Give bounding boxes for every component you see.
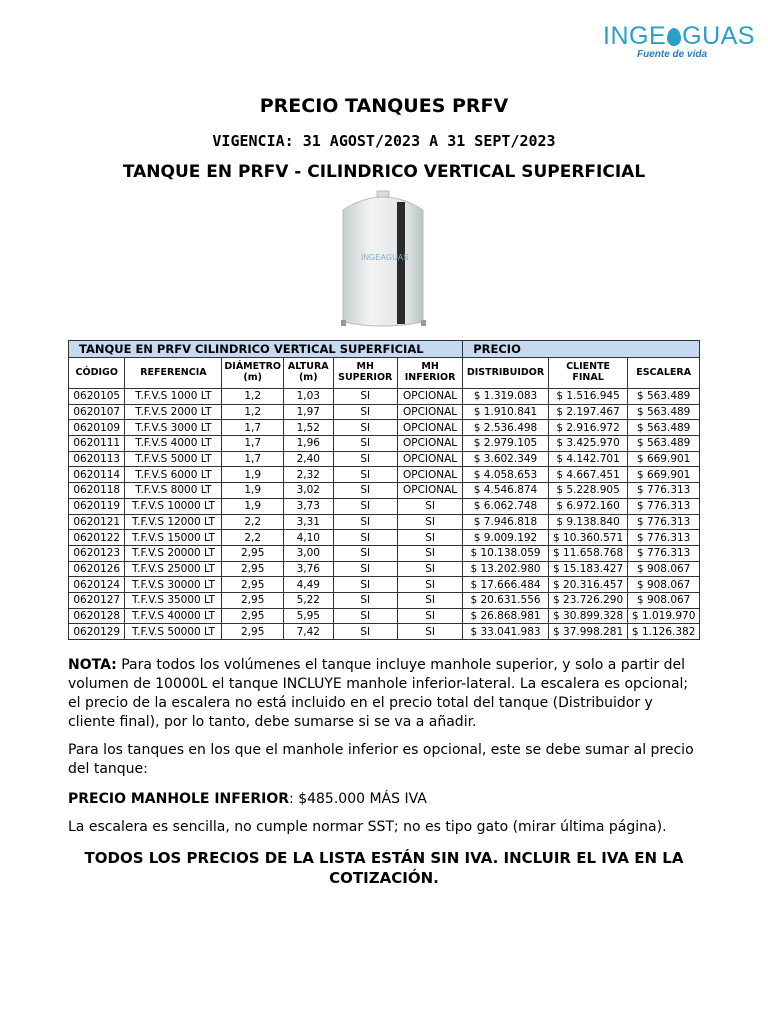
cell-diametro: 2,95 xyxy=(222,577,284,593)
cell-mh-inferior: SI xyxy=(397,592,462,608)
cell-altura: 5,95 xyxy=(284,608,334,624)
cell-mh-inferior: OPCIONAL xyxy=(397,436,462,452)
manhole-price-value: : $485.000 MÁS IVA xyxy=(289,791,427,807)
cell-referencia: T.F.V.S 1000 LT xyxy=(125,389,222,405)
cell-distribuidor: $ 33.041.983 xyxy=(463,624,549,640)
cell-altura: 2,40 xyxy=(284,451,334,467)
cell-diametro: 1,2 xyxy=(222,404,284,420)
cell-escalera: $ 776.313 xyxy=(628,483,700,499)
col-altura: ALTURA (m) xyxy=(284,358,334,389)
cell-distribuidor: $ 13.202.980 xyxy=(463,561,549,577)
cell-mh-inferior: SI xyxy=(397,514,462,530)
cell-mh-inferior: SI xyxy=(397,577,462,593)
cell-diametro: 1,7 xyxy=(222,420,284,436)
cell-codigo: 0620128 xyxy=(69,608,125,624)
cell-cliente-final: $ 23.726.290 xyxy=(548,592,627,608)
cell-diametro: 1,7 xyxy=(222,436,284,452)
cell-cliente-final: $ 2.197.467 xyxy=(548,404,627,420)
cell-codigo: 0620105 xyxy=(69,389,125,405)
cell-referencia: T.F.V.S 12000 LT xyxy=(125,514,222,530)
table-row xyxy=(69,514,700,530)
cell-mh-superior: SI xyxy=(333,545,397,561)
cell-diametro: 1,9 xyxy=(222,483,284,499)
cell-mh-superior: SI xyxy=(333,561,397,577)
cell-cliente-final: $ 5.228.905 xyxy=(548,483,627,499)
cell-mh-inferior: SI xyxy=(397,498,462,514)
cell-escalera: $ 563.489 xyxy=(628,389,700,405)
cell-escalera: $ 563.489 xyxy=(628,404,700,420)
cell-distribuidor: $ 1.910.841 xyxy=(463,404,549,420)
cell-mh-superior: SI xyxy=(333,608,397,624)
cell-altura: 1,96 xyxy=(284,436,334,452)
cell-escalera: $ 1.126.382 xyxy=(628,624,700,640)
cell-referencia: T.F.V.S 35000 LT xyxy=(125,592,222,608)
cell-cliente-final: $ 30.899.328 xyxy=(548,608,627,624)
note-text: Para todos los volúmenes el tanque incluye manhole superior, y solo a partir del volumen de 10000L el tanque INCLUYE manhole inferior-lateral. La escalera es opcional; el precio de la escalera no está incluido en el precio total del tanque (Distribuidor y cliente final), por lo tanto, debe sumarse si se va a añadir. xyxy=(68,657,689,730)
table-band-title: TANQUE EN PRFV CILINDRICO VERTICAL SUPERFICIAL xyxy=(69,341,463,358)
cell-referencia: T.F.V.S 20000 LT xyxy=(125,545,222,561)
cell-distribuidor: $ 1.319.083 xyxy=(463,389,549,405)
table-row xyxy=(69,592,700,608)
cell-distribuidor: $ 10.138.059 xyxy=(463,545,549,561)
cell-diametro: 1,9 xyxy=(222,467,284,483)
cell-referencia: T.F.V.S 5000 LT xyxy=(125,451,222,467)
cell-altura: 1,97 xyxy=(284,404,334,420)
cell-altura: 1,52 xyxy=(284,420,334,436)
cell-altura: 5,22 xyxy=(284,592,334,608)
cell-mh-superior: SI xyxy=(333,436,397,452)
cell-mh-inferior: SI xyxy=(397,624,462,640)
cell-mh-inferior: SI xyxy=(397,608,462,624)
cell-distribuidor: $ 3.602.349 xyxy=(463,451,549,467)
table-row xyxy=(69,577,700,593)
cell-distribuidor: $ 7.946.818 xyxy=(463,514,549,530)
col-mh-inferior: MH INFERIOR xyxy=(397,358,462,389)
cell-escalera: $ 776.313 xyxy=(628,530,700,546)
cell-escalera: $ 669.901 xyxy=(628,467,700,483)
col-escalera: ESCALERA xyxy=(628,358,700,389)
cell-mh-inferior: SI xyxy=(397,545,462,561)
cell-cliente-final: $ 10.360.571 xyxy=(548,530,627,546)
table-band-price: PRECIO xyxy=(463,341,700,358)
price-table xyxy=(68,340,700,640)
cell-diametro: 2,95 xyxy=(222,561,284,577)
cell-distribuidor: $ 2.536.498 xyxy=(463,420,549,436)
cell-mh-superior: SI xyxy=(333,624,397,640)
cell-codigo: 0620121 xyxy=(69,514,125,530)
cell-codigo: 0620124 xyxy=(69,577,125,593)
cell-escalera: $ 908.067 xyxy=(628,592,700,608)
cell-referencia: T.F.V.S 2000 LT xyxy=(125,404,222,420)
cell-mh-superior: SI xyxy=(333,530,397,546)
cell-codigo: 0620126 xyxy=(69,561,125,577)
cell-cliente-final: $ 15.183.427 xyxy=(548,561,627,577)
cell-cliente-final: $ 4.667.451 xyxy=(548,467,627,483)
cell-cliente-final: $ 3.425.970 xyxy=(548,436,627,452)
cell-codigo: 0620119 xyxy=(69,498,125,514)
iva-notice: TODOS LOS PRECIOS DE LA LISTA ESTÁN SIN IVA. INCLUIR EL IVA EN LA COTIZACIÓN. xyxy=(84,849,684,887)
cell-cliente-final: $ 37.998.281 xyxy=(548,624,627,640)
cell-mh-superior: SI xyxy=(333,467,397,483)
cell-mh-superior: SI xyxy=(333,514,397,530)
cell-distribuidor: $ 20.631.556 xyxy=(463,592,549,608)
table-row xyxy=(69,561,700,577)
table-row xyxy=(69,545,700,561)
cell-cliente-final: $ 4.142.701 xyxy=(548,451,627,467)
cell-referencia: T.F.V.S 30000 LT xyxy=(125,577,222,593)
cell-codigo: 0620109 xyxy=(69,420,125,436)
table-row xyxy=(69,608,700,624)
cell-escalera: $ 1.019.970 xyxy=(628,608,700,624)
cell-diametro: 2,95 xyxy=(222,624,284,640)
table-row xyxy=(69,530,700,546)
logo-tagline: Fuente de vida xyxy=(637,49,708,60)
cell-mh-superior: SI xyxy=(333,592,397,608)
cell-mh-inferior: SI xyxy=(397,561,462,577)
cell-codigo: 0620107 xyxy=(69,404,125,420)
cell-mh-superior: SI xyxy=(333,498,397,514)
water-drop-icon xyxy=(667,28,681,46)
cell-mh-superior: SI xyxy=(333,420,397,436)
table-row xyxy=(69,467,700,483)
manhole-price-label: PRECIO MANHOLE INFERIOR xyxy=(68,791,290,807)
table-row xyxy=(69,389,700,405)
cell-distribuidor: $ 6.062.748 xyxy=(463,498,549,514)
cell-escalera: $ 908.067 xyxy=(628,577,700,593)
cell-mh-inferior: OPCIONAL xyxy=(397,389,462,405)
logo-wordmark: INGE GUAS xyxy=(603,22,755,50)
cell-diametro: 2,95 xyxy=(222,592,284,608)
cell-escalera: $ 669.901 xyxy=(628,451,700,467)
manhole-price xyxy=(68,790,700,809)
cell-mh-superior: SI xyxy=(333,483,397,499)
cell-codigo: 0620123 xyxy=(69,545,125,561)
table-row xyxy=(69,498,700,514)
cell-mh-inferior: OPCIONAL xyxy=(397,451,462,467)
cell-codigo: 0620129 xyxy=(69,624,125,640)
note-paragraph xyxy=(68,656,700,732)
cell-altura: 7,42 xyxy=(284,624,334,640)
product-subtitle: TANQUE EN PRFV - CILINDRICO VERTICAL SUPERFICIAL xyxy=(122,162,646,182)
cell-altura: 4,10 xyxy=(284,530,334,546)
cell-escalera: $ 776.313 xyxy=(628,498,700,514)
cell-altura: 2,32 xyxy=(284,467,334,483)
table-row xyxy=(69,420,700,436)
cell-referencia: T.F.V.S 10000 LT xyxy=(125,498,222,514)
cell-distribuidor: $ 9.009.192 xyxy=(463,530,549,546)
cell-distribuidor: $ 4.058.653 xyxy=(463,467,549,483)
cell-mh-inferior: OPCIONAL xyxy=(397,467,462,483)
col-cliente-final: CLIENTE FINAL xyxy=(548,358,627,389)
cell-altura: 3,00 xyxy=(284,545,334,561)
cell-diametro: 2,95 xyxy=(222,608,284,624)
cell-mh-inferior: SI xyxy=(397,530,462,546)
cell-cliente-final: $ 9.138.840 xyxy=(548,514,627,530)
page-title: PRECIO TANQUES PRFV xyxy=(259,95,509,117)
brand-logo xyxy=(603,22,755,62)
cell-diametro: 2,2 xyxy=(222,530,284,546)
cell-codigo: 0620118 xyxy=(69,483,125,499)
cell-altura: 3,31 xyxy=(284,514,334,530)
table-row xyxy=(69,483,700,499)
cell-diametro: 1,7 xyxy=(222,451,284,467)
cell-altura: 3,73 xyxy=(284,498,334,514)
cell-referencia: T.F.V.S 50000 LT xyxy=(125,624,222,640)
cell-distribuidor: $ 4.546.874 xyxy=(463,483,549,499)
cell-cliente-final: $ 2.916.972 xyxy=(548,420,627,436)
cell-cliente-final: $ 1.516.945 xyxy=(548,389,627,405)
tank-image xyxy=(335,188,431,328)
cell-diametro: 2,2 xyxy=(222,514,284,530)
optional-manhole-note: Para los tanques en los que el manhole inferior es opcional, este se debe sumar al precio del tanque: xyxy=(68,742,694,777)
cell-referencia: T.F.V.S 4000 LT xyxy=(125,436,222,452)
cell-cliente-final: $ 20.316.457 xyxy=(548,577,627,593)
cell-altura: 4,49 xyxy=(284,577,334,593)
col-mh-superior: MH SUPERIOR xyxy=(333,358,397,389)
validity-period: VIGENCIA: 31 AGOST/2023 A 31 SEPT/2023 xyxy=(212,132,556,150)
cell-codigo: 0620122 xyxy=(69,530,125,546)
cell-distribuidor: $ 26.868.981 xyxy=(463,608,549,624)
table-row xyxy=(69,436,700,452)
cell-mh-superior: SI xyxy=(333,389,397,405)
cell-referencia: T.F.V.S 6000 LT xyxy=(125,467,222,483)
cell-mh-superior: SI xyxy=(333,451,397,467)
cell-escalera: $ 908.067 xyxy=(628,561,700,577)
cell-distribuidor: $ 2.979.105 xyxy=(463,436,549,452)
cell-escalera: $ 563.489 xyxy=(628,436,700,452)
cell-codigo: 0620111 xyxy=(69,436,125,452)
cell-mh-inferior: OPCIONAL xyxy=(397,404,462,420)
cell-diametro: 2,95 xyxy=(222,545,284,561)
tank-brand-mark: INGEAGUAS xyxy=(361,253,409,262)
cell-referencia: T.F.V.S 25000 LT xyxy=(125,561,222,577)
cell-mh-inferior: OPCIONAL xyxy=(397,483,462,499)
cell-referencia: T.F.V.S 40000 LT xyxy=(125,608,222,624)
col-diametro: DIÁMETRO (m) xyxy=(222,358,284,389)
cell-altura: 3,02 xyxy=(284,483,334,499)
cell-codigo: 0620127 xyxy=(69,592,125,608)
cell-cliente-final: $ 6.972.160 xyxy=(548,498,627,514)
cell-escalera: $ 776.313 xyxy=(628,545,700,561)
cell-referencia: T.F.V.S 15000 LT xyxy=(125,530,222,546)
table-row xyxy=(69,404,700,420)
cell-diametro: 1,2 xyxy=(222,389,284,405)
table-row xyxy=(69,451,700,467)
cell-distribuidor: $ 17.666.484 xyxy=(463,577,549,593)
cell-mh-superior: SI xyxy=(333,404,397,420)
cell-mh-superior: SI xyxy=(333,577,397,593)
cell-mh-inferior: OPCIONAL xyxy=(397,420,462,436)
col-referencia: REFERENCIA xyxy=(125,358,222,389)
col-distribuidor: DISTRIBUIDOR xyxy=(463,358,549,389)
cell-escalera: $ 776.313 xyxy=(628,514,700,530)
table-row xyxy=(69,624,700,640)
cell-altura: 3,76 xyxy=(284,561,334,577)
cell-escalera: $ 563.489 xyxy=(628,420,700,436)
col-codigo: CÓDIGO xyxy=(69,358,125,389)
cell-referencia: T.F.V.S 8000 LT xyxy=(125,483,222,499)
cell-diametro: 1,9 xyxy=(222,498,284,514)
cell-codigo: 0620113 xyxy=(69,451,125,467)
cell-altura: 1,03 xyxy=(284,389,334,405)
cell-referencia: T.F.V.S 3000 LT xyxy=(125,420,222,436)
note-label: NOTA: xyxy=(68,657,117,673)
cell-cliente-final: $ 11.658.768 xyxy=(548,545,627,561)
ladder-note: La escalera es sencilla, no cumple normar SST; no es tipo gato (mirar última página). xyxy=(68,819,667,835)
cell-codigo: 0620114 xyxy=(69,467,125,483)
